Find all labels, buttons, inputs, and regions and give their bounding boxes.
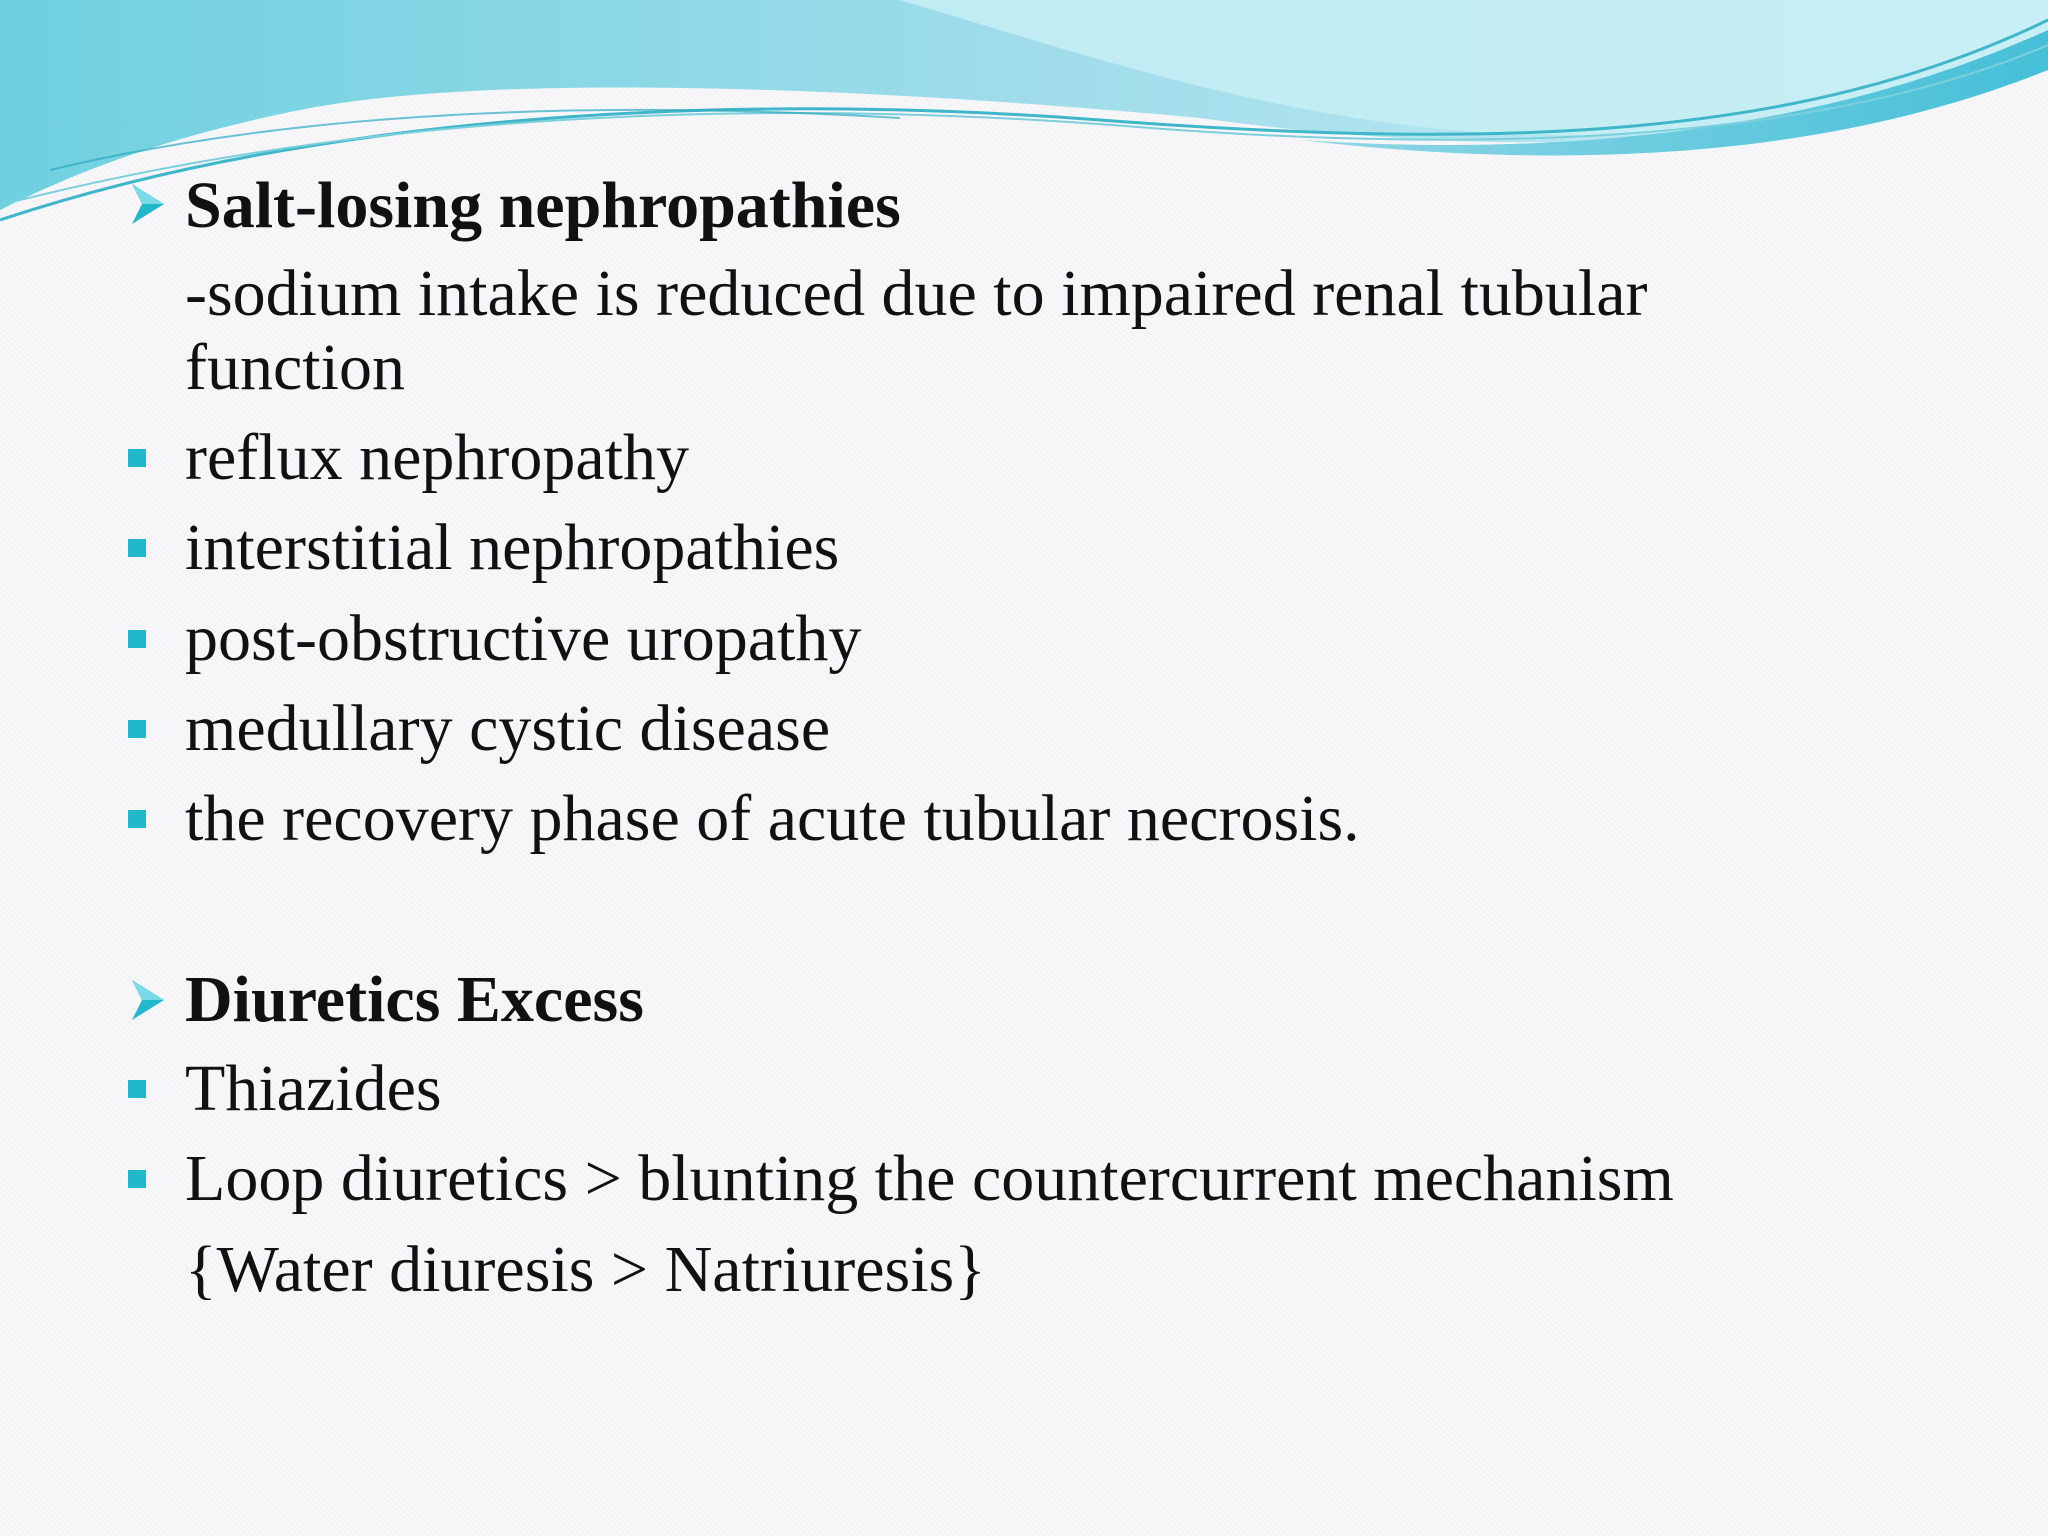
section-description-line1: -sodium intake is reduced due to impaired renal tubular: [185, 257, 1648, 330]
section-heading-salt-losing: Salt-losing nephropathies: [185, 169, 901, 242]
list-item: Loop diuretics > blunting the countercurrent mechanism: [185, 1142, 1674, 1215]
square-bullet-icon: [128, 539, 146, 557]
list-item-continuation: {Water diuresis > Natriuresis}: [185, 1233, 986, 1306]
square-bullet-icon: [128, 1080, 146, 1098]
list-item: Thiazides: [185, 1052, 442, 1125]
arrow-bullet-icon: [128, 976, 168, 1024]
list-item: medullary cystic disease: [185, 692, 831, 765]
square-bullet-icon: [128, 810, 146, 828]
square-bullet-icon: [128, 1170, 146, 1188]
square-bullet-icon: [128, 630, 146, 648]
section-heading-diuretics: Diuretics Excess: [185, 963, 644, 1036]
square-bullet-icon: [128, 449, 146, 467]
list-item: post-obstructive uropathy: [185, 602, 862, 675]
section-description-line2: function: [185, 331, 405, 404]
square-bullet-icon: [128, 720, 146, 738]
list-item: interstitial nephropathies: [185, 511, 840, 584]
list-item: reflux nephropathy: [185, 421, 689, 494]
list-item: the recovery phase of acute tubular necrosis.: [185, 782, 1360, 855]
arrow-bullet-icon: [128, 180, 168, 228]
